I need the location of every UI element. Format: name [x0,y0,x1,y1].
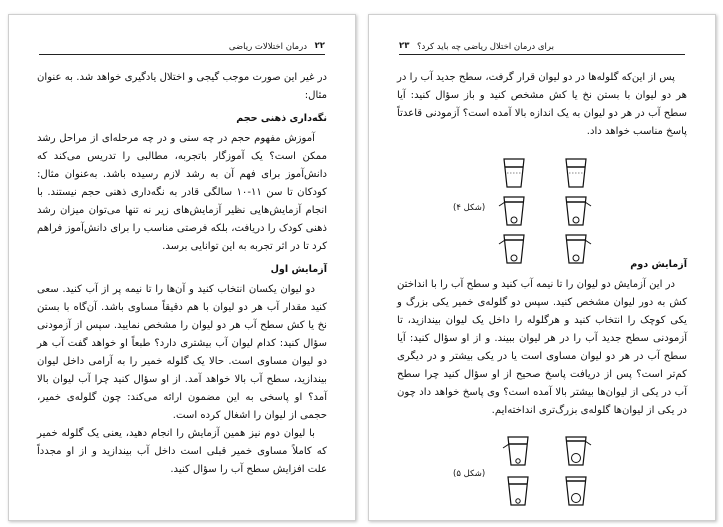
running-title: درمان اختلالات ریاضی [228,42,307,52]
volume-paragraph: آموزش مفهوم حجم در چه سنی و در چه مرحله‌ای از مراحل رشد ممکن است؟ یک آموزگار باتجربه، مطالبی را تدریس می‌کند که دانش‌آموز برای فهم آن به رشد لازم رسیده باشد. به‌عنوان مثال: کودکان تا سن ۱۱-۱۰ سالگی قادر به نگه‌داری ذهنی حجم نیستند. با انجام آزمایش‌هایی نظیر آزمایش‌های زیر نه تنها می‌توان میزان رشد ذهنی کودک را دریافت، بلکه فرصتی مناسب را برای دانش‌آموز فراهم کرد تا در اثر تجربه به این توانایی برسد. [37,133,327,252]
glass-icon [561,155,591,189]
experiment-2-heading: آزمایش دوم [630,259,687,270]
experiment-2-body [397,251,687,420]
glass-with-clay-ball-icon [495,193,529,227]
experiment-1-paragraph: دو لیوان یکسان انتخاب کنید و آن‌ها را تا نیمه پر از آب کنید. سعی کنید مقدار آب هر دو لیوان با هم دقیقاً مساوی باشد. آن‌گاه با بستن نخ یا کش سطح آب هر دو لیوان را مشخص نمایید. سپس از آزمودنی سؤال کنید: کدام لیوان آب بیشتری دارد؟ طبعاً او خواهد گفت آب هر دو لیوان مساوی است. حالا یک گلوله خمیر را به آرامی داخل لیوان بیندازید، سطح آب بالا خواهد آمد. از او سؤال کنید چرا آب لیوان بالا آمد؟ او پاسخی به این مضمون ارائه می‌کند: چون گلوله‌ی خمیر، حجمی از لیوان را اشغال کرده است. [37,284,327,421]
glass-with-clay-ball-icon [561,193,595,227]
glass-with-large-clay-ball-icon [561,473,595,507]
running-title: برای درمان اختلال ریاضی چه باید کرد؟ [417,42,554,52]
glass-icon [499,155,529,189]
glass-with-small-clay-ball-icon [499,433,533,467]
page-number: ۲۳ [399,41,410,51]
intro-paragraph: در غیر این صورت موجب گیجی و اختلال یادگیری خواهد شد. به عنوان مثال: [37,72,327,101]
figure-5 [369,433,715,513]
experiment-1-paragraph-2: با لیوان دوم نیز همین آزمایش را انجام دهید، یعنی یک گلوله خمیر که کاملاً مساوی خمیر قبلی است داخل آب بیندازید و از او مجدداً علت افزایش سطح آب را سؤال کنید. [37,428,327,475]
intro-paragraph: پس از این‌که گلوله‌ها در دو لیوان قرار گرفت، سطح جدید آب را در هر دو لیوان با بستن نخ یا کش مشخص کنید و باز سؤال کنید: آیا سطح آب در هر دو لیوان به یک اندازه بالا آمده است؟ آزمودنی قاعدتاً پاسخ مناسب خواهد داد. [397,72,687,137]
intro-body [397,69,687,141]
glass-with-small-clay-ball-icon [499,473,533,507]
experiment-1-heading: آزمایش اول [270,264,327,275]
page-22 [8,14,356,521]
page-23 [368,14,716,521]
figure-5-caption: (شکل ۵) [453,469,486,479]
page-number: ۲۲ [314,41,325,51]
figure-4-caption: (شکل ۴) [453,203,486,213]
page-header [39,40,325,55]
glass-with-large-clay-ball-icon [561,433,595,467]
page-header [399,40,685,55]
experiment-2-paragraph: در این آزمایش دو لیوان را تا نیمه آب کنید و سطح آب را با انداختن کش به دور لیوان مشخص کنید. سپس دو گلوله‌ی خمیر یکی بزرگ و یکی کوچک را انتخاب کنید و هرگلوله را داخل یک لیوان بیندازید، تا آزمودنی سطح جدید آب را در هر لیوان ببیند. و از او سؤال کنید: آیا سطح آب در هر دو لیوان مساوی است یا در یکی بیشتر و در دیگری کم‌تر است؟ پس از دریافت پاسخ صحیح از او سؤال کنید چرا سطح آب در یکی از لیوان‌ها بیشتر بالا آمده است؟ وی پاسخ خواهد داد چون در یکی از لیوان‌ها گلوله‌ی بزرگ‌تری انداخته‌ایم. [397,279,687,416]
section-heading-volume: نگه‌داری ذهنی حجم [236,113,327,124]
page-body [37,69,327,479]
